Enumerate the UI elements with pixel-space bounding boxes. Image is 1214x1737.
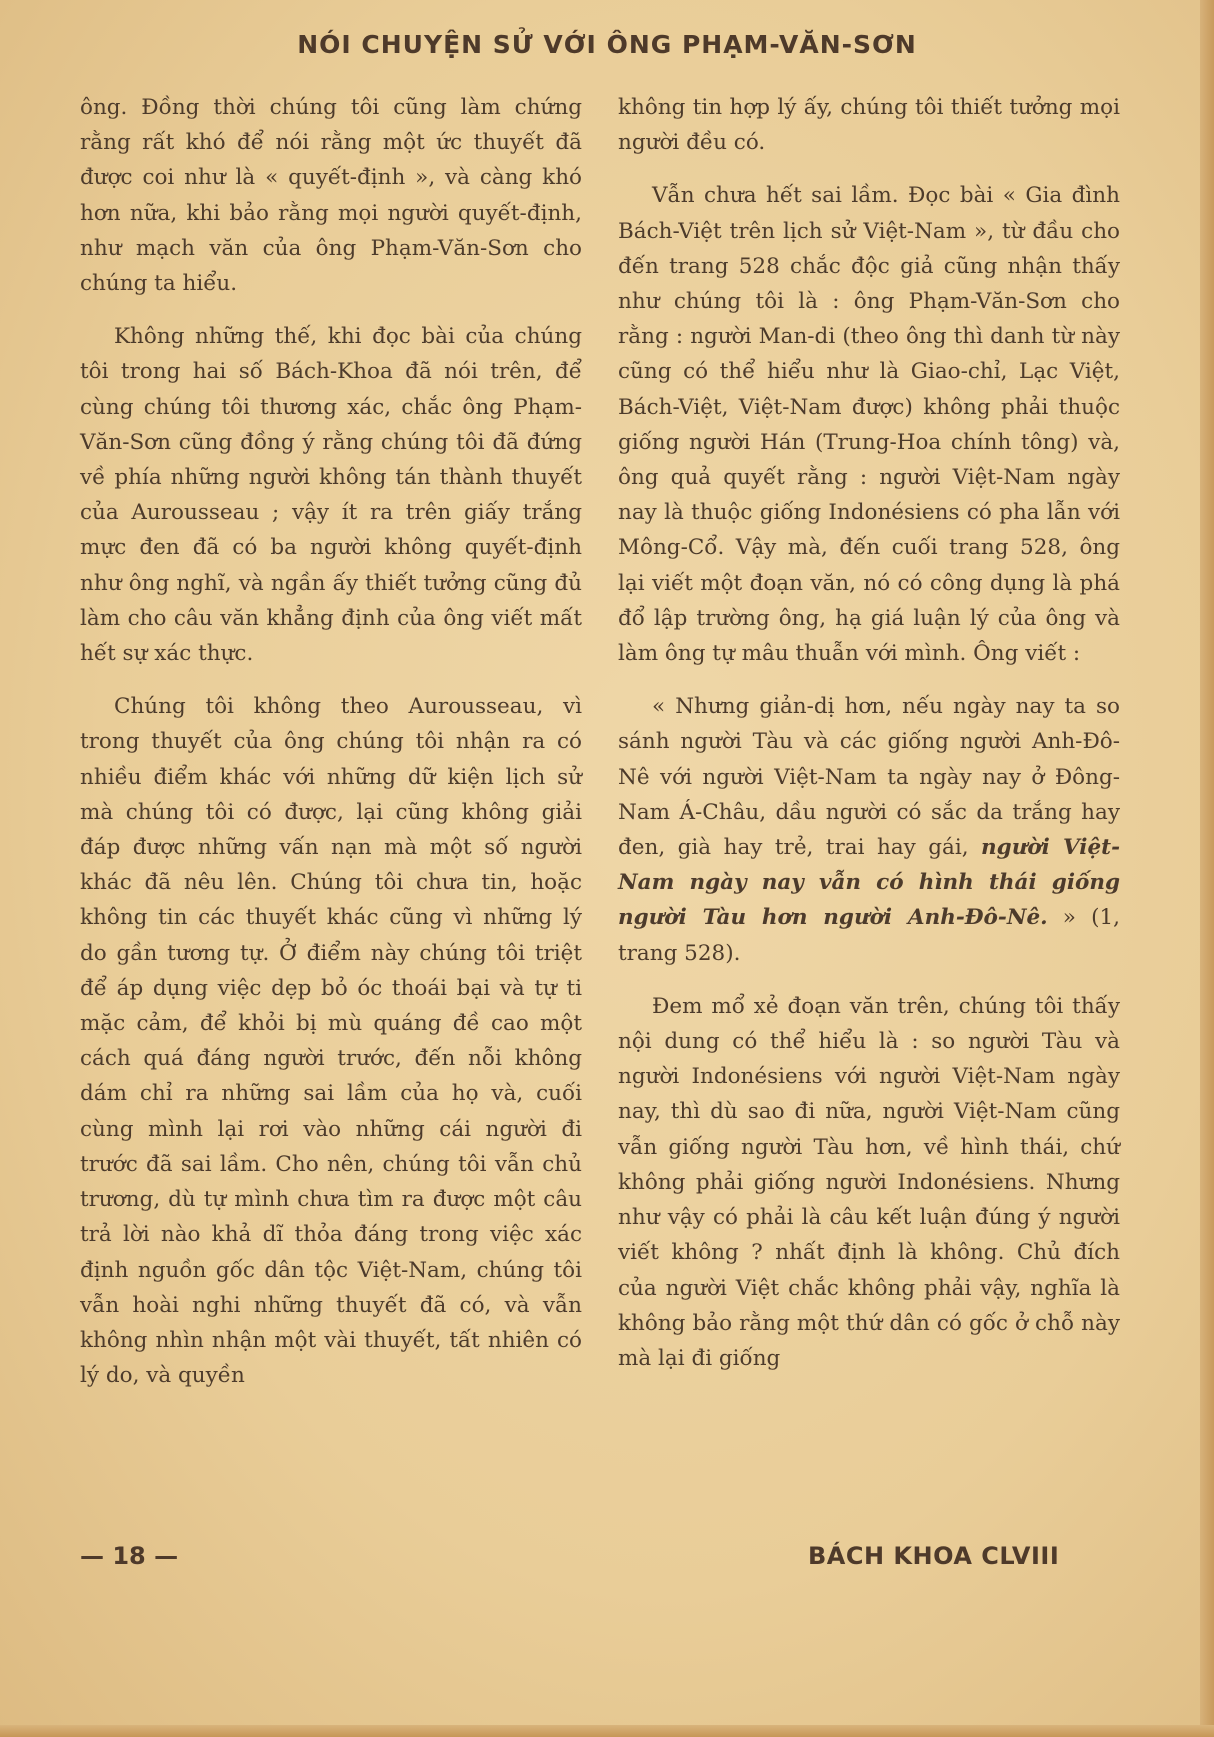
running-header: NÓI CHUYỆN SỬ VỚI ÔNG PHẠM-VĂN-SƠN xyxy=(297,30,917,59)
quote-emphasis: người Việt-Nam ngày nay vẫn có hình thái giống người Tàu hơn người Anh-Đô-Nê. xyxy=(618,835,1120,931)
page-edge-right xyxy=(1200,0,1214,1737)
quotation xyxy=(618,689,1120,971)
quote-text: « Nhưng giản-dị hơn, nếu ngày nay ta so sánh người Tàu và các giống người Anh-Đô-Nê với người Việt-Nam ta ngày nay ở Đông-Nam Á-Châu, dầu người có sắc da trắng hay đen, già hay trẻ, trai hay gái, xyxy=(618,694,1120,861)
right-column xyxy=(618,90,1120,1394)
magazine-issue: BÁCH KHOA CLVIII xyxy=(808,1542,1060,1570)
left-paragraph-3: Chúng tôi không theo Aurousseau, vì trong thuyết của ông chúng tôi nhận ra có nhiều điểm khác với những dữ kiện lịch sử mà chúng tôi có được, lại cũng không giải đáp được những vấn nạn mà một số người khác đã nêu lên. Chúng tôi chưa tin, hoặc không tin các thuyết khác cũng vì những lý do gần tương tự. Ở điểm này chúng tôi triệt để áp dụng việc dẹp bỏ óc thoái bại và tự ti mặc cảm, để khỏi bị mù quáng đề cao một cách quá đáng người trước, đến nỗi không dám chỉ ra những sai lầm của họ và, cuối cùng mình lại rơi vào những cái người đi trước đã sai lầm. Cho nên, chúng tôi vẫn chủ trương, dù tự mình chưa tìm ra được một câu trả lời nào khả dĩ thỏa đáng trong việc xác định nguồn gốc dân tộc Việt-Nam, chúng tôi vẫn hoài nghi những thuyết đã có, và vẫn không nhìn nhận một vài thuyết, tất nhiên có lý do, và quyền xyxy=(80,694,582,1389)
right-paragraph-2: Vẫn chưa hết sai lầm. Đọc bài « Gia đình Bách-Việt trên lịch sử Việt-Nam », từ đầu cho đến trang 528 chắc độc giả cũng nhận thấy như chúng tôi là : ông Phạm-Văn-Sơn cho rằng : người Man-di (theo ông thì danh từ này cũng có thể hiểu như là Giao-chỉ, Lạc Việt, Bách-Việt, Việt-Nam được) không phải thuộc giống người Hán (Trung-Hoa chính tông) và, ông quả quyết rằng : người Việt-Nam ngày nay là thuộc giống Indonésiens có pha lẫn với Mông-Cổ. Vậy mà, đến cuối trang 528, ông lại viết một đoạn văn, nó có công dụng là phá đổ lập trường ông, hạ giá luận lý của ông và làm ông tự mâu thuẫn với mình. Ông viết : xyxy=(618,183,1120,667)
left-paragraph-2: Không những thế, khi đọc bài của chúng tôi trong hai số Bách-Khoa đã nói trên, để cùng chúng tôi thương xác, chắc ông Phạm-Văn-Sơn cũng đồng ý rằng chúng tôi đã đứng về phía những người không tán thành thuyết của Aurousseau ; vậy ít ra trên giấy trắng mực đen đã có ba người không quyết-định như ông nghĩ, và ngần ấy thiết tưởng cũng đủ làm cho câu văn khẳng định của ông viết mất hết sự xác thực. xyxy=(80,324,582,667)
right-paragraph-1: không tin hợp lý ấy, chúng tôi thiết tưởng mọi người đều có. xyxy=(618,95,1120,156)
quote-citation: » (1, trang 528). xyxy=(618,905,1120,966)
left-paragraph-1: ông. Đồng thời chúng tôi cũng làm chứng rằng rất khó để nói rằng một ức thuyết đã được coi như là « quyết-định », và càng khó hơn nữa, khi bảo rằng mọi người quyết-định, như mạch văn của ông Phạm-Văn-Sơn cho chúng ta hiểu. xyxy=(80,95,582,297)
left-column xyxy=(80,90,582,1411)
page-number: — 18 — xyxy=(80,1542,179,1570)
right-paragraph-4: Đem mổ xẻ đoạn văn trên, chúng tôi thấy nội dung có thể hiểu là : so người Tàu và người Indonésiens với người Việt-Nam ngày nay, thì dù sao đi nữa, người Việt-Nam cũng vẫn giống người Tàu hơn, về hình thái, chứ không phải giống người Indonésiens. Nhưng như vậy có phải là câu kết luận đúng ý người viết không ? nhất định là không. Chủ đích của người Việt chắc không phải vậy, nghĩa là không bảo rằng một thứ dân có gốc ở chỗ này mà lại đi giống xyxy=(618,993,1120,1371)
page-edge-bottom xyxy=(0,1725,1214,1737)
